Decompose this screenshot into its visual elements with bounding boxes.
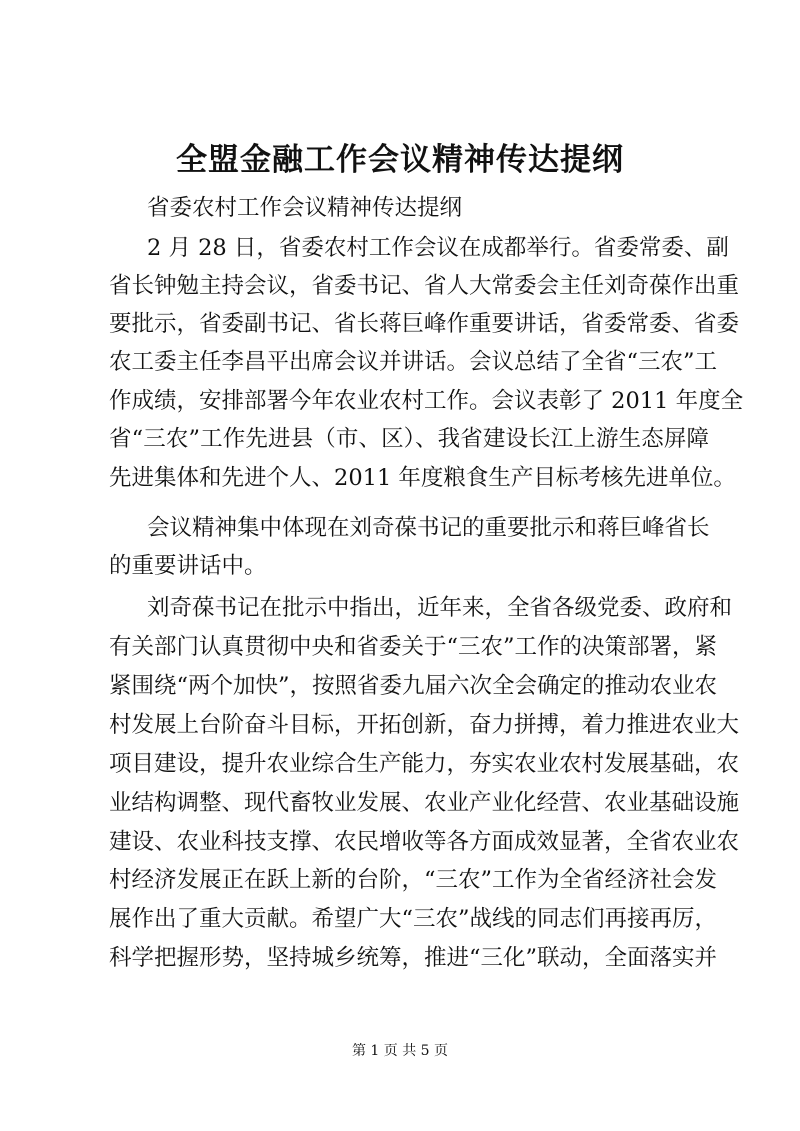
paragraph-line: 村经济发展正在跃上新的台阶，“三农”工作为全省经济社会发 — [109, 867, 718, 893]
paragraph-line: 展作出了重大贡献。希望广大“三农”战线的同志们再接再厉， — [109, 906, 718, 932]
paragraph-line: 作成绩，安排部署今年农业农村工作。会议表彰了 2011 年度全 — [109, 388, 744, 414]
paragraph-line: 科学把握形势，坚持城乡统筹，推进“三化”联动，全面落实并 — [109, 945, 718, 971]
paragraph-line: 先进集体和先进个人、2011 年度粮食生产目标考核先进单位。 — [109, 465, 736, 491]
paragraph-line: 刘奇葆书记在批示中指出，近年来，全省各级党委、政府和 — [147, 595, 733, 621]
document-title: 全盟金融工作会议精神传达提纲 — [176, 142, 624, 178]
paragraph-line: 紧围绕“两个加快”，按照省委九届六次全会确定的推动农业农 — [109, 673, 718, 699]
paragraph-line: 2 月 28 日，省委农村工作会议在成都举行。省委常委、副 — [147, 235, 729, 261]
paragraph-line: 业结构调整、现代畜牧业发展、农业产业化经营、农业基础设施 — [109, 790, 740, 816]
paragraph-line: 要批示，省委副书记、省长蒋巨峰作重要讲话，省委常委、省委 — [109, 311, 740, 337]
paragraph-line: 会议精神集中体现在刘奇葆书记的重要批示和蒋巨峰省长 — [147, 515, 710, 541]
paragraph-line: 村发展上台阶奋斗目标，开拓创新，奋力拼搏，着力推进农业大 — [109, 712, 740, 738]
paragraph-line: 的重要讲话中。 — [109, 553, 267, 579]
paragraph-line: 省长钟勉主持会议，省委书记、省人大常委会主任刘奇葆作出重 — [109, 273, 740, 299]
paragraph-line: 项目建设，提升农业综合生产能力，夯实农业农村发展基础，农 — [109, 751, 740, 777]
subtitle-line: 省委农村工作会议精神传达提纲 — [147, 195, 463, 221]
paragraph-line: 建设、农业科技支撑、农民增收等各方面成效显著，全省农业农 — [109, 829, 740, 855]
paragraph-line: 农工委主任李昌平出席会议并讲话。会议总结了全省“三农”工 — [109, 349, 718, 375]
paragraph-line: 省“三农”工作先进县（市、区）、我省建设长江上游生态屏障 — [109, 426, 709, 452]
paragraph-line: 有关部门认真贯彻中央和省委关于“三农”工作的决策部署，紧 — [109, 634, 718, 660]
page-footer: 第 1 页 共 5 页 — [351, 1043, 449, 1059]
